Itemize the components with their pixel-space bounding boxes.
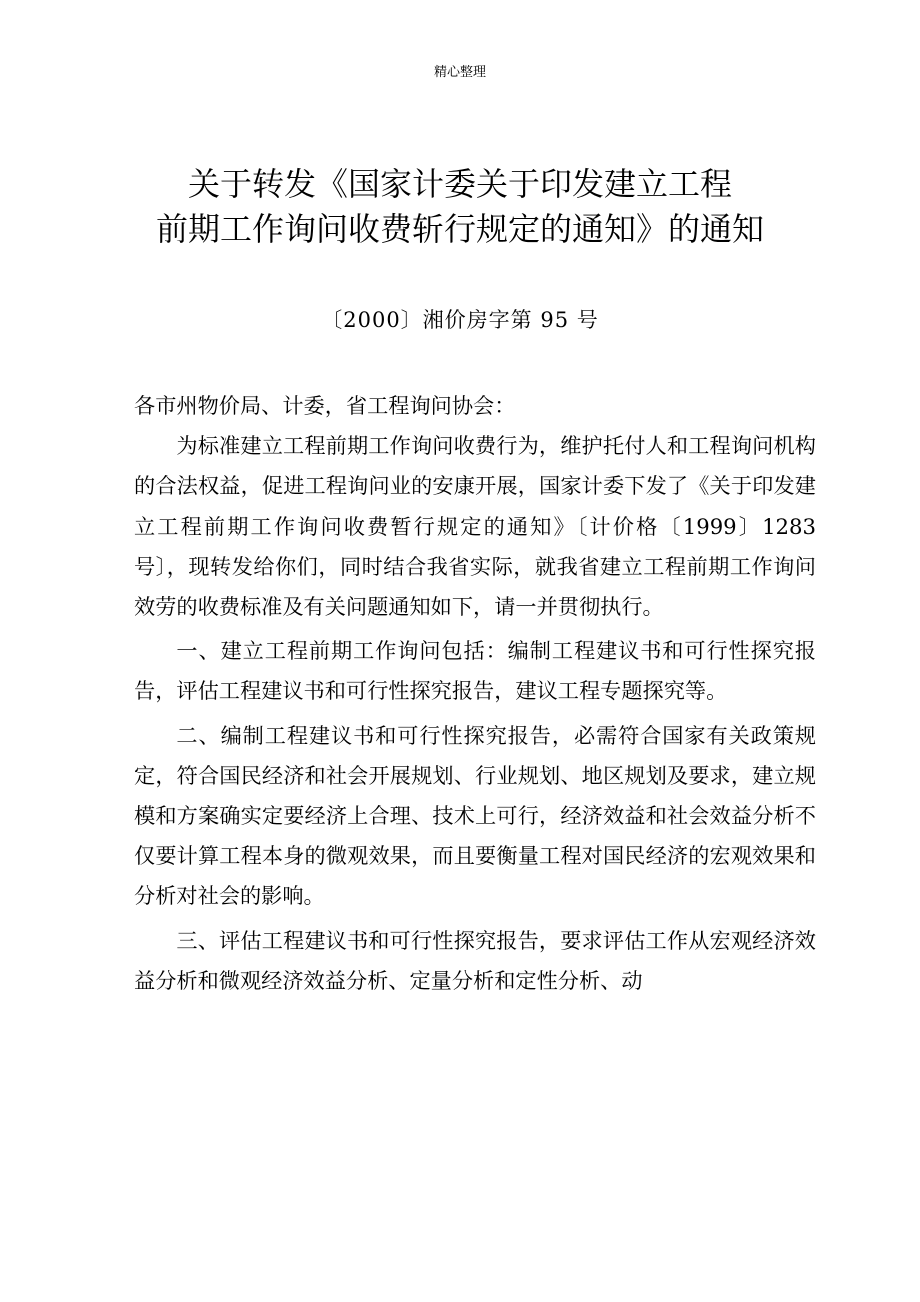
- title-line-1: 关于转发《国家计委关于印发建立工程: [187, 165, 732, 203]
- paragraph-item-3: 三、评估工程建议书和可行性探究报告，要求评估工作从宏观经济效益分析和微观经济效益分析、定量分析和定性分析、动: [134, 927, 816, 993]
- paragraph-intro: 为标准建立工程前期工作询问收费行为，维护托付人和工程询问机构的合法权益，促进工程询问业的安康开展，国家计委下发了《关于印发建立工程前期工作询问收费暂行规定的通知》〔计价格〔1999〕1283 号〕，现转发给你们，同时结合我省实际，就我省建立工程前期工作询问效劳的收费标准及有关问题通知如下，请一并贯彻执行。: [134, 433, 816, 620]
- document-title: [0, 162, 920, 252]
- salutation: 各市州物价局、计委，省工程询问协会：: [134, 393, 516, 418]
- paragraph-item-1: 一、建立工程前期工作询问包括：编制工程建议书和可行性探究报告，评估工程建议书和可行性探究报告，建议工程专题探究等。: [134, 638, 816, 704]
- paragraph-item-2: 二、编制工程建议书和可行性探究报告，必需符合国家有关政策规定，符合国民经济和社会开展规划、行业规划、地区规划及要求，建立规模和方案确实定要经济上合理、技术上可行，经济效益和社会效益分析不仅要计算工程本身的微观效果，而且要衡量工程对国民经济的宏观效果和分析对社会的影响。: [134, 722, 816, 909]
- document-body: [134, 386, 816, 1001]
- header-note: 精心整理: [433, 65, 486, 80]
- document-number: 〔2000〕湘价房字第 95 号: [321, 308, 599, 332]
- title-line-2: 前期工作询问收费斩行规定的通知》的通知: [155, 210, 764, 248]
